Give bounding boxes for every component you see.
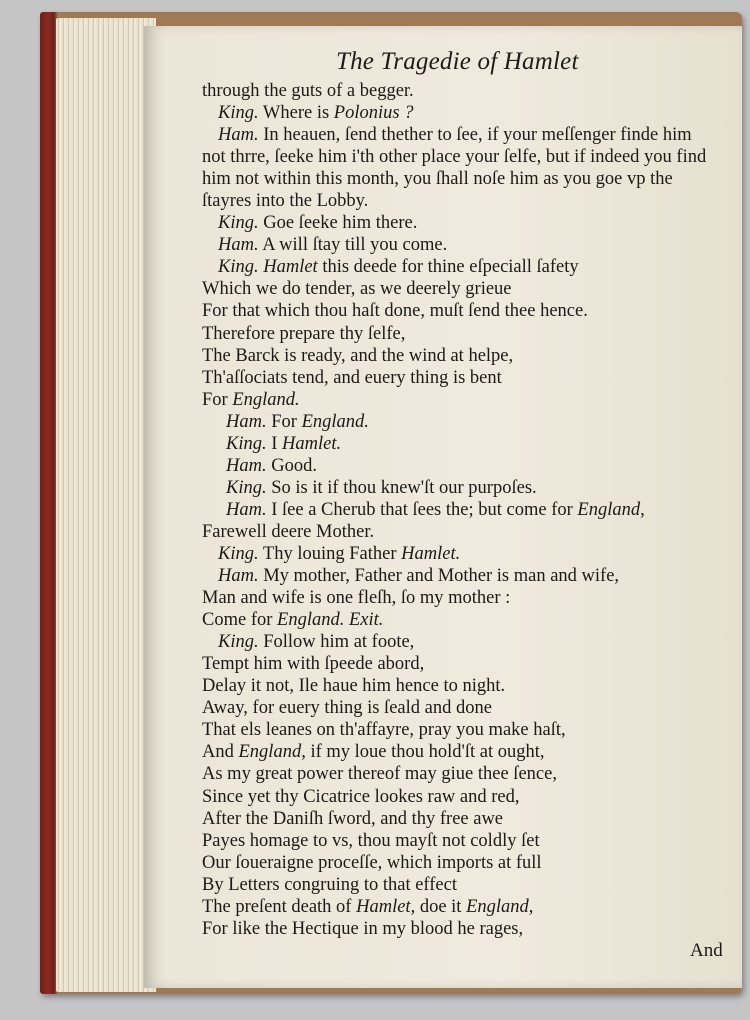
line-text: For that which thou haſt done, muſt ſend thee hence. xyxy=(202,301,588,322)
line-text: For like the Hectique in my blood he rages, xyxy=(202,918,524,939)
line-text: Hamlet. xyxy=(401,543,461,564)
line-text: Good. xyxy=(266,455,317,476)
text-line xyxy=(202,565,732,587)
line-text: Payes homage to vs, thou mayſt not coldly ſet xyxy=(202,830,540,851)
line-text: Where is xyxy=(258,103,334,124)
line-text: Farewell deere Mother. xyxy=(202,521,375,542)
line-text: Since yet thy Cicatrice lookes raw and red, xyxy=(202,786,520,807)
line-text: England. xyxy=(277,610,345,631)
line-text: Our ſoueraigne proceſſe, which imports at full xyxy=(202,852,542,873)
line-text: Away, for euery thing is ſeald and done xyxy=(202,698,492,719)
line-text: I xyxy=(266,433,283,454)
text-line xyxy=(202,124,732,146)
text-line xyxy=(202,852,732,874)
line-text: By Letters congruing to that effect xyxy=(202,874,457,895)
text-line xyxy=(202,323,732,345)
text-line xyxy=(202,300,732,322)
line-text: England. xyxy=(301,411,369,432)
running-title: The Tragedie of Hamlet xyxy=(336,48,579,75)
text-line xyxy=(202,80,732,102)
play-text xyxy=(202,80,732,940)
line-text: England, xyxy=(238,742,306,763)
line-text: Polonius ? xyxy=(333,103,414,124)
line-text: After the Daniſh ſword, and thy free awe xyxy=(202,808,504,829)
text-line xyxy=(202,896,732,918)
text-line xyxy=(202,808,732,830)
speaker-label: Ham. xyxy=(218,235,259,256)
text-line xyxy=(202,477,732,499)
speaker-label: Ham. xyxy=(226,455,267,476)
text-line xyxy=(202,741,732,763)
text-line xyxy=(202,455,732,477)
line-text: Hamlet, xyxy=(356,896,416,917)
line-text: Goe ſeeke him there. xyxy=(258,213,418,234)
text-line xyxy=(202,521,732,543)
text-line xyxy=(202,631,732,653)
text-line xyxy=(202,212,732,234)
line-text: Exit. xyxy=(348,610,384,631)
speaker-label: Ham. xyxy=(226,499,267,520)
line-text: Hamlet. xyxy=(282,433,342,454)
line-text: The preſent death of xyxy=(202,896,357,917)
text-line xyxy=(202,190,732,212)
line-text: And xyxy=(202,742,239,763)
line-text: if my loue thou hold'ſt at ought, xyxy=(305,742,545,763)
line-text: Therefore prepare thy ſelfe, xyxy=(202,323,406,344)
speaker-label: King. xyxy=(226,433,267,454)
speaker-label: Ham. xyxy=(218,566,259,587)
catchword: And xyxy=(690,940,723,961)
text-line xyxy=(202,587,732,609)
speaker-label: King. xyxy=(226,477,267,498)
text-line xyxy=(202,918,732,940)
text-line xyxy=(202,786,732,808)
line-text: Come for xyxy=(202,610,278,631)
speaker-label: Ham. xyxy=(218,125,259,146)
line-text: Delay it not, Ile haue him hence to night. xyxy=(202,676,506,697)
text-line xyxy=(202,653,732,675)
text-line xyxy=(202,719,732,741)
line-text: In heauen, ſend thether to ſee, if your meſſenger finde him xyxy=(258,125,692,146)
line-text: him not within this month, you ſhall noſe him as you goe vp the xyxy=(202,169,673,190)
line-text: As my great power thereof may giue thee ſence, xyxy=(202,764,557,785)
speaker-label: King. xyxy=(218,213,259,234)
line-text: For xyxy=(266,411,302,432)
text-line xyxy=(202,389,732,411)
text-line xyxy=(202,411,732,433)
speaker-label: King. xyxy=(218,257,259,278)
text-line xyxy=(202,168,732,190)
speaker-label: King. xyxy=(218,543,259,564)
line-text: I ſee a Cherub that ſees the; but come for xyxy=(266,499,578,520)
text-line xyxy=(202,763,732,785)
line-text: That els leanes on th'affayre, pray you make haſt, xyxy=(202,720,566,741)
text-line xyxy=(202,499,732,521)
line-text: My mother, Father and Mother is man and wife, xyxy=(258,566,620,587)
text-line xyxy=(202,367,732,389)
line-text: Man and wife is one fleſh, ſo my mother : xyxy=(202,588,511,609)
speaker-label: King. xyxy=(218,632,259,653)
text-line xyxy=(202,256,732,278)
text-line xyxy=(202,146,732,168)
line-text: Tempt him with ſpeede abord, xyxy=(202,654,425,675)
line-text: through the guts of a begger. xyxy=(202,81,414,101)
text-line xyxy=(202,278,732,300)
text-line xyxy=(202,697,732,719)
line-text: Th'aſſociats tend, and euery thing is bent xyxy=(202,367,502,388)
speaker-label: King. xyxy=(218,103,259,124)
text-line xyxy=(202,874,732,896)
text-line xyxy=(202,830,732,852)
text-line xyxy=(202,609,732,631)
text-line xyxy=(202,345,732,367)
page-edges xyxy=(56,18,156,992)
text-line xyxy=(202,675,732,697)
line-text: So is it if thou knew'ſt our purpoſes. xyxy=(266,477,537,498)
text-line xyxy=(202,102,732,124)
line-text: England. xyxy=(232,389,300,410)
line-text: Hamlet xyxy=(263,257,318,278)
line-text: England, xyxy=(577,499,645,520)
line-text: not thrre, ſeeke him i'th other place your ſelfe, but if indeed you find xyxy=(202,147,707,168)
text-line xyxy=(202,234,732,256)
line-text: A will ſtay till you come. xyxy=(258,235,448,256)
line-text: ſtayres into the Lobby. xyxy=(202,191,369,212)
line-text: doe it xyxy=(415,896,467,917)
line-text: Follow him at foote, xyxy=(258,632,415,653)
line-text: England, xyxy=(466,896,534,917)
line-text: this deede for thine eſpeciall ſafety xyxy=(317,257,579,278)
text-line xyxy=(202,543,732,565)
line-text: Which we do tender, as we deerely grieue xyxy=(202,279,512,300)
speaker-label: Ham. xyxy=(226,411,267,432)
line-text: The Barck is ready, and the wind at helpe, xyxy=(202,345,514,366)
line-text: For xyxy=(202,389,233,410)
text-line xyxy=(202,433,732,455)
line-text: Thy louing Father xyxy=(258,543,402,564)
